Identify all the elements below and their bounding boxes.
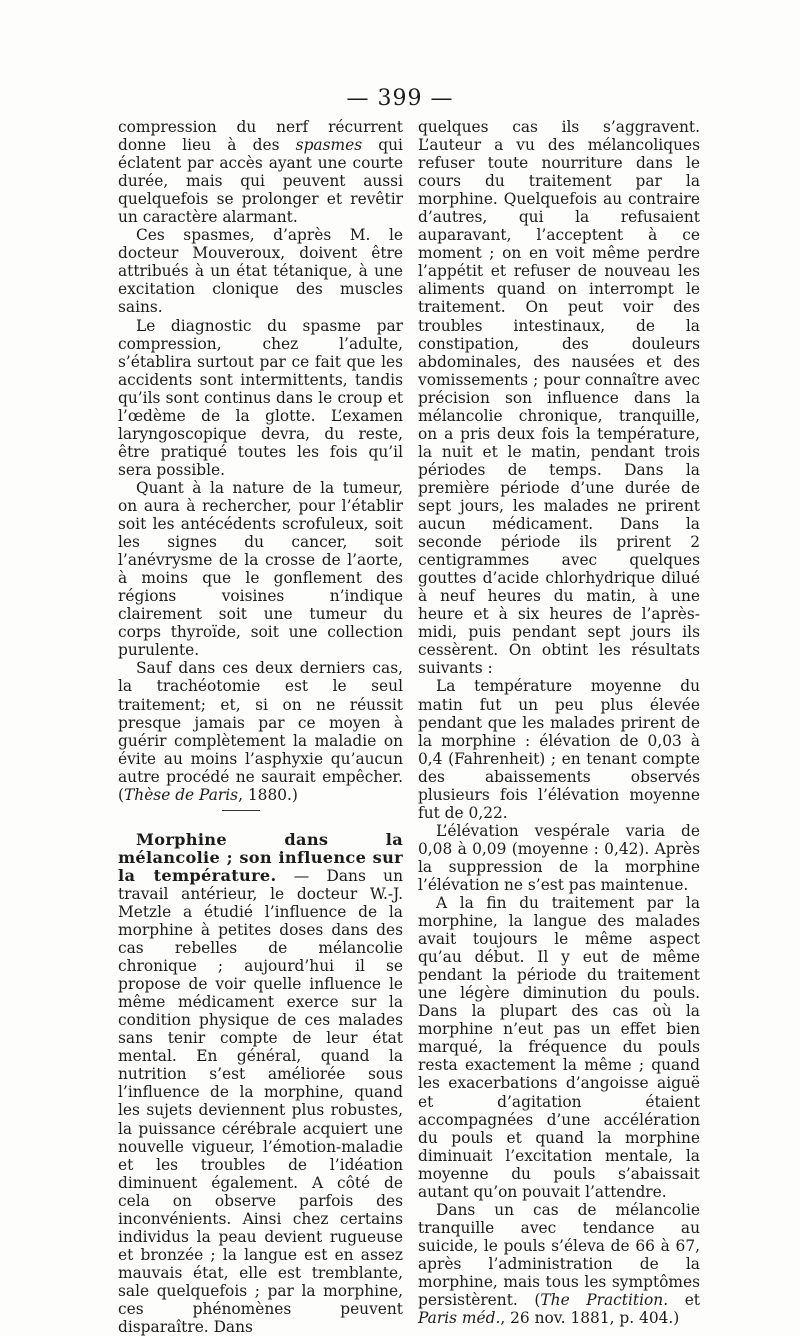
paragraph	[118, 118, 403, 226]
text-segment: , 26 nov. 1881, p. 404.)	[500, 1309, 680, 1328]
text-segment: , 1880.)	[238, 785, 298, 804]
paragraph: Ces spasmes, d’après M. le docteur Mouveroux, doivent être attribués à un état tétanique, à une excitation clonique des muscles sains.	[118, 226, 403, 317]
paragraph	[418, 1201, 700, 1327]
paragraph: Quant à la nature de la tumeur, on aura à rechercher, pour l’établir soit les antécédents scrofuleux, soit les signes du cancer, soit l’anévrysme de la crosse de l’aorte, à moins que le gonflement des régions voisines n’indique clairement soit une tumeur du corps thyroïde, soit une collection purulente.	[118, 478, 403, 660]
paragraph: La température moyenne du matin fut un peu plus élevée pendant que les malades prirent de la morphine : élévation de 0,03 à 0,4 (Fahrenheit) ; en tenant compte des abaissements observés plusieurs fois l’élévation moyenne fut de 0,22.	[418, 677, 700, 822]
italic-text: spasmes	[295, 136, 363, 155]
text-segment: Dans un cas de mélancolie tranquille avec tendance au suicide, le pouls s’éleva de 66 à 67, après l’administration de la morphine, mais tous les symptômes persistèrent. (	[418, 1200, 700, 1310]
paragraph: A la fin du traitement par la morphine, la langue des malades avait toujours le même aspect qu’au début. Il y eut de même pendant la période du traitement une légère diminution du pouls. Dans la plupart des cas où la morphine n’eut pas un effet bien marqué, la fréquence du pouls resta exactement la même ; quand les exacerbations d’angoisse aiguë et d’agitation étaient accompagnées d’une accélération du pouls et quand la morphine diminuait l’excitation mentale, la moyenne du pouls s’abaissait autant qu’on pouvait l’attendre.	[418, 894, 700, 1201]
right-column	[418, 118, 700, 1327]
text-segment: compression du nerf récurrent donne lieu à des	[118, 118, 403, 155]
text-segment: Sauf dans ces deux derniers cas, la trachéotomie est le seul traitement; et, si on ne réussit presque jamais par ce moyen à guérir complètement la maladie on évite au moins l’asphyxie qu’aucun autre procédé ne saurait empêcher. (	[118, 659, 403, 804]
paragraph	[118, 659, 403, 803]
left-column	[118, 118, 403, 1336]
text-segment: et	[668, 1291, 700, 1310]
section-paragraph	[118, 831, 403, 1336]
italic-text: The Practition.	[540, 1291, 669, 1310]
page-number: — 399 —	[346, 86, 454, 111]
paragraph: L’élévation vespérale varia de 0,08 à 0,09 (moyenne : 0,42). Après la suppression de la morphine l’élévation ne s’est pas maintenue.	[418, 821, 700, 894]
text-segment: qui éclatent par accès ayant une courte durée, mais qui peuvent aussi quelquefois se prolonger et revêtir un caractère alarmant.	[118, 136, 403, 227]
section-title: Morphine dans la mélancolie ; son influence sur la température.	[118, 829, 403, 885]
italic-text: Thèse de Paris	[124, 785, 239, 804]
section-body: — Dans un travail antérieur, le docteur W.-J. Metzle a étudié l’influence de la morphine à petites doses dans des cas rebelles de mélancolie chronique ; aujourd’hui il se propose de voir quelle influence le même médicament exerce sur la condition physique de ces malades sans tenir compte de leur état mental. En général, quand la nutrition s’est améliorée sous l’influence de la morphine, quand les sujets deviennent plus robustes, la puissance cérébrale acquiert une nouvelle vigueur, l’émotion-maladie et les troubles de l’idéation diminuent également. A côté de cela on observe parfois des inconvénients. Ainsi chez certains individus la peau devient rugueuse et bronzée ; la langue est en assez mauvais état, elle est tremblante, sale quelquefois ; par la morphine, ces phénomènes peuvent disparaître. Dans	[118, 866, 403, 1336]
paragraph: Le diagnostic du spasme par compression, chez l’adulte, s’établira surtout par ce fait que les accidents sont intermittents, tandis qu’ils sont continus dans le croup et l’œdème de la glotte. L’examen laryngoscopique devra, du reste, être pratiqué toutes les fois qu’il sera possible.	[118, 316, 403, 479]
italic-text: Paris méd.	[418, 1309, 501, 1328]
paragraph: quelques cas ils s’aggravent. L’auteur a vu des mélancoliques refuser toute nourriture dans le cours du traitement par la morphine. Quelquefois au contraire d’autres, qui la refusaient auparavant, l’acceptent à ce moment ; on en voit même perdre l’appétit et refuser de nouveau les aliments quand on interrompt le traitement. On peut voir des troubles intestinaux, de la constipation, des douleurs abdominales, des nausées et des vomissements ; pour connaître avec précision son influence dans la mélancolie chronique, tranquille, on a pris deux fois la température, la nuit et le matin, pendant trois périodes de temps. Dans la première période d’une durée de sept jours, les malades ne prirent aucun médicament. Dans la seconde période ils prirent 2 centigrammes avec quelques gouttes d’acide chlorhydrique dilué à neuf heures du matin, à une heure et à six heures de l’après-midi, puis pendant sept jours ils cessèrent. On obtint les résultats suivants :	[418, 118, 700, 678]
